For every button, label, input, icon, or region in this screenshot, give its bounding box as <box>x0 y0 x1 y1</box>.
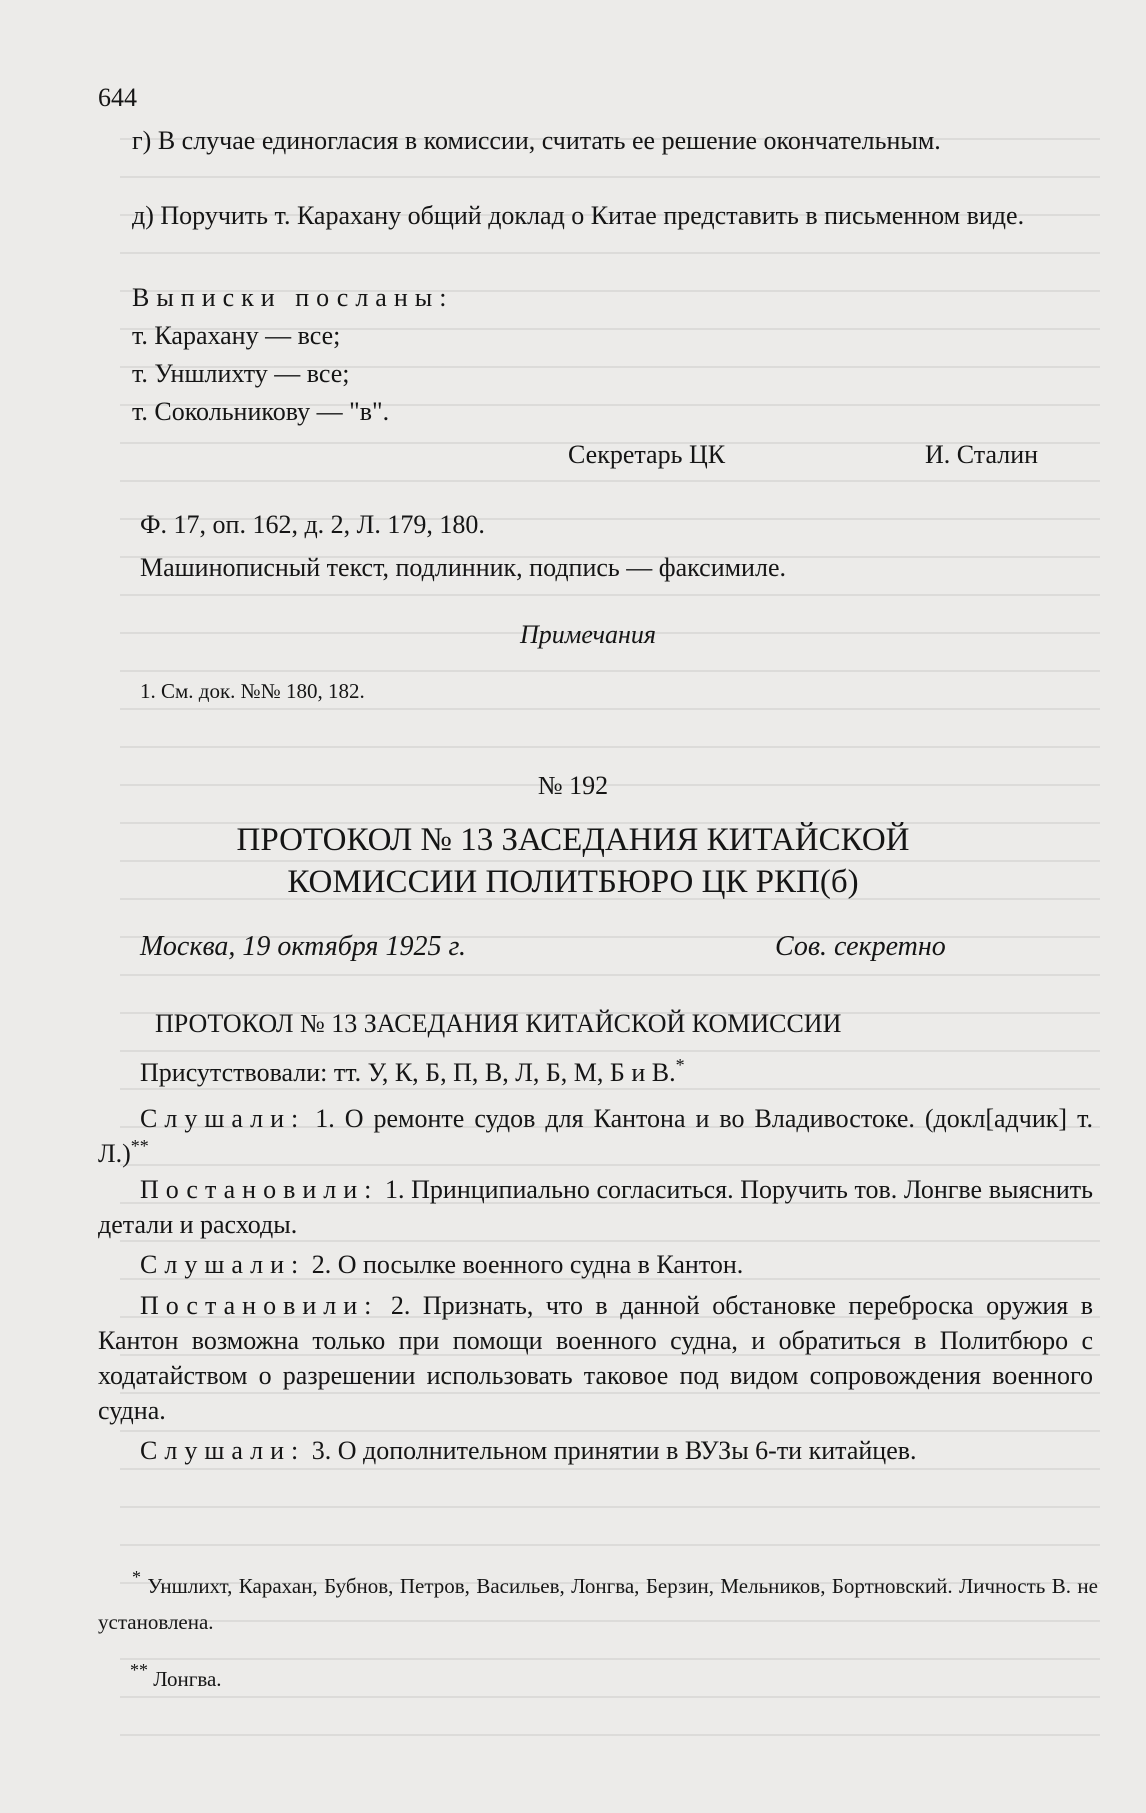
heard-label: Слушали: <box>140 1436 306 1465</box>
item-g: г) В случае единогласия в комиссии, считать ее решение окончательным. <box>132 126 941 155</box>
extracts-heading: Выписки посланы: <box>132 283 454 312</box>
footnote-mark: ** <box>130 1136 149 1156</box>
place-date: Москва, 19 октября 1925 г. <box>140 931 467 962</box>
signature-name: И. Сталин <box>925 440 1039 469</box>
signature-role: Секретарь ЦК <box>568 440 726 469</box>
resolved-text: 2. Признать, что в данной обстановке переброска оружия в Кантон возможна только при помощи военного судна, и обратиться в Политбюро с ходатайством о разрешении использовать таковое под видом сопровождения военного судна. <box>98 1291 1093 1425</box>
footnote-mark: * <box>132 1567 141 1587</box>
notes-heading: Примечания <box>520 620 656 649</box>
note-item: 1. См. док. №№ 180, 182. <box>140 679 365 703</box>
document-title-line-1: ПРОТОКОЛ № 13 ЗАСЕДАНИЯ КИТАЙСКОЙ <box>236 822 910 858</box>
footnote-mark: ** <box>130 1660 148 1680</box>
resolved-2 <box>98 1288 1093 1428</box>
heard-text: 1. О ремонте судов для Кантона и во Владивостоке. (докл[адчик] т. Л.) <box>98 1104 1093 1168</box>
protocol-subtitle: ПРОТОКОЛ № 13 ЗАСЕДАНИЯ КИТАЙСКОЙ КОМИССИИ <box>155 1009 842 1038</box>
heard-text: 2. О посылке военного судна в Кантон. <box>305 1250 744 1279</box>
heard-2 <box>140 1247 743 1282</box>
footnote-1 <box>98 1568 1098 1640</box>
classification: Сов. секретно <box>775 931 946 962</box>
footnote-2 <box>130 1660 222 1694</box>
resolved-1 <box>98 1172 1093 1242</box>
item-d: д) Поручить т. Карахану общий доклад о Китае представить в письменном виде. <box>132 201 1025 230</box>
resolved-label: Постановили: <box>140 1175 379 1204</box>
heard-label: Слушали: <box>140 1104 306 1133</box>
document-number: № 192 <box>537 771 609 800</box>
heard-1 <box>98 1101 1093 1171</box>
resolved-label: Постановили: <box>140 1291 379 1320</box>
page-number: 644 <box>98 83 137 112</box>
archive-reference: Ф. 17, оп. 162, д. 2, Л. 179, 180. <box>140 510 485 539</box>
resolved-text: 1. Принципиально согласиться. Поручить тов. Лонгве выяснить детали и расходы. <box>98 1175 1093 1239</box>
document-title-line-2: КОМИССИИ ПОЛИТБЮРО ЦК РКП(б) <box>287 864 859 900</box>
extract-line: т. Уншлихту — все; <box>132 359 350 388</box>
present-text: Присутствовали: тт. У, К, Б, П, В, Л, Б, М, Б и В. <box>140 1058 676 1087</box>
heard-text: 3. О дополнительном принятии в ВУЗы 6-ти китайцев. <box>305 1436 917 1465</box>
footnote-text: Лонгва. <box>148 1667 222 1691</box>
footnote-mark: * <box>675 1055 685 1075</box>
heard-label: Слушали: <box>140 1250 306 1279</box>
footnote-text: Уншлихт, Карахан, Бубнов, Петров, Васильев, Лонгва, Берзин, Мельников, Бортновский. Личность В. не установлена. <box>98 1574 1098 1634</box>
heard-3 <box>98 1433 1093 1468</box>
present-line <box>140 1055 685 1090</box>
text-note: Машинописный текст, подлинник, подпись — факсимиле. <box>140 553 786 582</box>
extract-line: т. Карахану — все; <box>132 321 341 350</box>
extract-line: т. Сокольникову — "в". <box>132 397 390 426</box>
